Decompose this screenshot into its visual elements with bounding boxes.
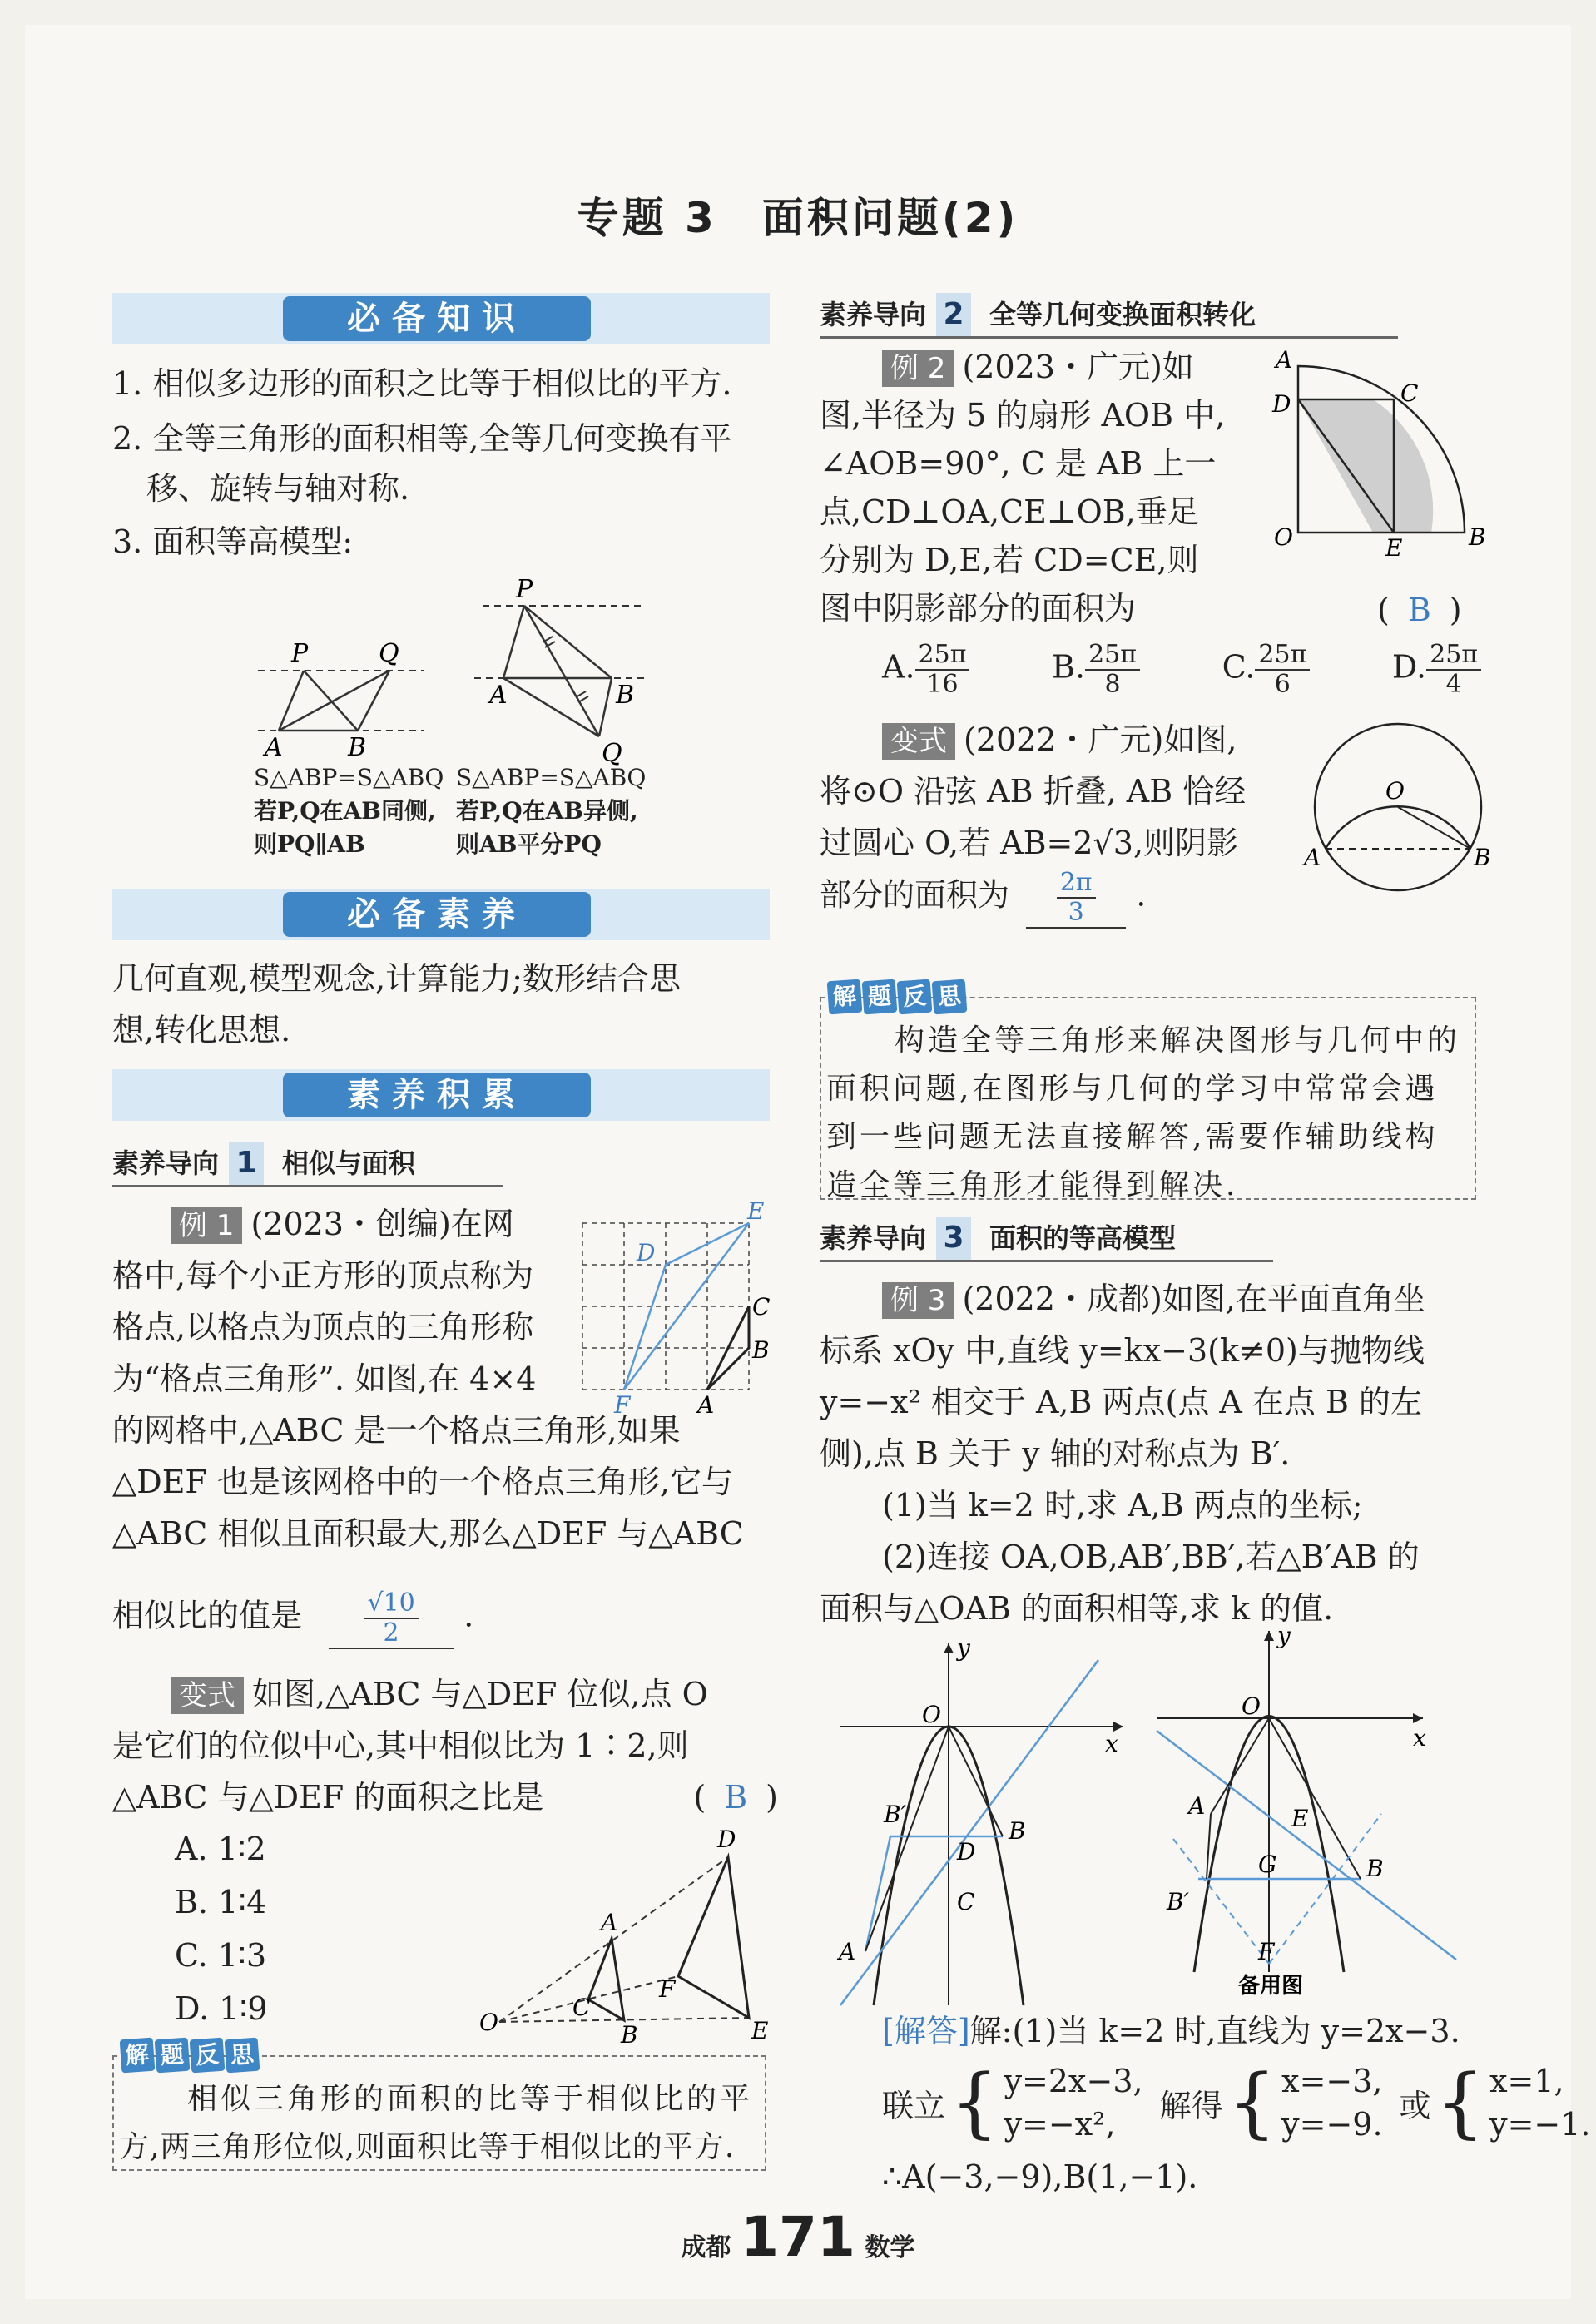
- section-1-header: [112, 1142, 503, 1187]
- variant1-line2: 是它们的位似中心,其中相似比为 1∶2,则: [112, 1727, 689, 1764]
- solution-solve: 解得: [1159, 2087, 1223, 2124]
- reflection-right-line4: 造全等三角形才能得到解决.: [826, 1168, 1239, 1202]
- example1-line5: 的网格中,△ABC 是一个格点三角形,如果: [112, 1412, 681, 1449]
- example3-line1: (2022・成都)如图,在平面直角坐: [962, 1281, 1425, 1317]
- sector-label-C: C: [1400, 379, 1419, 407]
- section-1-name: 相似与面积: [282, 1147, 416, 1179]
- parabola-graph-2: [1148, 1623, 1481, 2005]
- homo-label-E: E: [751, 2017, 769, 2044]
- variant2-line2: 将⊙O 沿弦 AB 折叠, AB 恰经: [820, 773, 1247, 810]
- g1-label-O: O: [922, 1701, 941, 1728]
- solution-or: 或: [1399, 2087, 1431, 2124]
- reflection-tag-left: [121, 2039, 259, 2072]
- example3-line6: (2)连接 OA,OB,AB′,BB′,若△B′AB 的: [882, 1539, 1420, 1575]
- fig1-label-B: B: [348, 733, 367, 762]
- circle-label-A: A: [1304, 844, 1321, 871]
- sector-label-B: B: [1469, 523, 1486, 551]
- section-3-num: 3: [936, 1217, 971, 1260]
- system-eq-1: y=2x−3,: [1004, 2063, 1143, 2099]
- variant1-option-c: C. 1∶3: [175, 1937, 267, 1974]
- fig2-label-Q: Q: [602, 739, 622, 768]
- fig2-label-B: B: [616, 681, 635, 710]
- example3-line4: 侧),点 B 关于 y 轴的对称点为 B′.: [820, 1435, 1291, 1472]
- knowledge-item-2: 2. 全等三角形的面积相等,全等几何变换有平: [112, 420, 732, 457]
- reflection-box-left: [112, 2040, 766, 2171]
- section-1-num: 1: [229, 1142, 264, 1185]
- example1-line8: 相似比的值是: [112, 1597, 303, 1634]
- example2-line5: 分别为 D,E,若 CD=CE,则: [820, 542, 1199, 578]
- ref-tag-char: 思: [225, 2038, 260, 2074]
- grid-label-B: B: [752, 1336, 770, 1364]
- ex2-option-c-num: 25π: [1255, 641, 1310, 671]
- g1-label-D: D: [957, 1838, 976, 1866]
- solution-y2: y=−1.: [1489, 2106, 1591, 2143]
- grid-label-F: F: [614, 1391, 631, 1415]
- solution-tag: [解答]: [882, 2013, 970, 2049]
- variant2-line1: (2022・广元)如图,: [964, 721, 1237, 758]
- solution-join: 联立: [882, 2087, 946, 2124]
- g2-label-B1: B′: [1167, 1888, 1189, 1915]
- reflection-left-line2: 方,两三角形位似,则面积比等于相似比的平方.: [119, 2130, 736, 2164]
- example-2-answer: B: [1407, 592, 1431, 628]
- banner-accumulate: [112, 1069, 770, 1121]
- ref-tag-char: 题: [155, 2038, 191, 2074]
- section-2-header: [820, 293, 1398, 339]
- variant-2-answer: [1026, 869, 1126, 929]
- example1-line4: 为“格点三角形”. 如图,在 4×4: [112, 1360, 537, 1397]
- sector-label-E: E: [1385, 534, 1403, 557]
- parabola-graph-1: [824, 1635, 1148, 2018]
- g1-label-B1: B′: [884, 1801, 906, 1828]
- ex2-option-b-label: B.: [1052, 648, 1086, 686]
- grid-figure: [574, 1198, 782, 1415]
- model-opposite-side-caption: [456, 761, 646, 861]
- example-2-block: [820, 343, 1252, 632]
- fig2-label-P: P: [516, 575, 533, 604]
- variant-1-options: [175, 1822, 268, 2035]
- variant2-line3: 过圆心 O,若 AB=2√3,则阴影: [820, 825, 1239, 861]
- var2-answer-num: 2π: [1057, 869, 1096, 899]
- g2-caption: 备用图: [1238, 1974, 1304, 1999]
- variant1-line1: 如图,△ABC 与△DEF 位似,点 O: [252, 1676, 708, 1712]
- section-2-name: 全等几何变换面积转化: [989, 299, 1256, 330]
- variant1-option-a: A. 1∶2: [175, 1831, 266, 1867]
- model-same-side-caption: [254, 761, 444, 861]
- caption1-line1: S△ABP=S△ABQ: [254, 764, 444, 791]
- g1-label-A: A: [839, 1938, 856, 1965]
- caption1-line2: 若P,Q在AB同侧,: [254, 797, 436, 825]
- sector-figure: [1252, 341, 1494, 557]
- homo-label-C: C: [572, 1994, 591, 2021]
- homo-label-A: A: [601, 1909, 618, 1936]
- g2-label-B: B: [1366, 1855, 1384, 1882]
- ex2-option-d-label: D.: [1391, 648, 1427, 686]
- knowledge-item-2b: 移、旋转与轴对称.: [146, 470, 410, 507]
- section-3-name: 面积的等高模型: [989, 1222, 1177, 1254]
- homo-label-D: D: [717, 1826, 736, 1853]
- g2-label-y: y: [1277, 1623, 1291, 1649]
- solution-result: ∴A(−3,−9),B(1,−1).: [882, 2158, 1198, 2195]
- example1-line3: 格点,以格点为顶点的三角形称: [112, 1309, 534, 1345]
- example3-line3: y=−x² 相交于 A,B 两点(点 A 在点 B 的左: [820, 1384, 1423, 1420]
- g2-label-G: G: [1258, 1851, 1277, 1878]
- ex2-option-d: [1392, 641, 1481, 699]
- solution-line-1: [882, 2005, 1460, 2057]
- reflection-box-right: [820, 982, 1476, 1202]
- ref-tag-char: 解: [827, 979, 863, 1015]
- sector-label-D: D: [1272, 390, 1291, 418]
- ex2-option-c-label: C.: [1222, 648, 1256, 686]
- reflection-right-line2: 面积问题,在图形与几何的学习中常常会遇: [826, 1072, 1439, 1106]
- example-1-answer-line: 相似比的值是 $\frac{√10}{2}$ .: [112, 1588, 474, 1648]
- ex1-answer-num: √10: [364, 1589, 418, 1619]
- solution-x2: x=1,: [1489, 2063, 1564, 2099]
- section-2-num: 2: [936, 293, 971, 336]
- example-3-block: [820, 1273, 1485, 1634]
- caption1-line3: 则PQ∥AB: [254, 830, 365, 858]
- reflection-right-line1: 构造全等三角形来解决图形与几何中的: [895, 1023, 1461, 1058]
- fig1-label-A: A: [265, 733, 283, 762]
- homo-label-B: B: [621, 2021, 638, 2047]
- ref-tag-char: 反: [897, 979, 933, 1015]
- section-1-label: 素养导向: [112, 1147, 220, 1179]
- example-2-tag: 例 2: [882, 350, 954, 387]
- homo-label-F: F: [659, 1975, 676, 2003]
- ex1-answer-den: 2: [383, 1618, 399, 1648]
- example2-line2: 图,半径为 5 的扇形 AOB 中,: [820, 397, 1226, 434]
- example2-line4: 点,CD⊥OA,CE⊥OB,垂足: [820, 493, 1199, 530]
- example1-line7: △ABC 相似且面积最大,那么△DEF 与△ABC: [112, 1515, 744, 1552]
- g2-label-x: x: [1413, 1724, 1426, 1752]
- example-1-block: [112, 1198, 562, 1405]
- example-3-tag: 例 3: [882, 1282, 954, 1319]
- ref-tag-char: 题: [862, 979, 898, 1015]
- ex2-option-a-num: 25π: [915, 641, 970, 671]
- model-same-side-figure: [258, 639, 424, 762]
- reflection-left-line1: 相似三角形的面积的比等于相似比的平: [187, 2082, 754, 2116]
- literacy-line-1: 几何直观,模型观念,计算能力;数形结合思: [112, 960, 681, 997]
- caption2-line1: S△ABP=S△ABQ: [456, 764, 647, 791]
- section-3-header: [820, 1217, 1273, 1262]
- solution-system: 联立 { y=2x−3, y=−x², 解得 { x=−3, y=−9. 或 { x=1, y=−1.: [882, 2058, 1591, 2147]
- literacy-line-2: 想,转化思想.: [112, 1012, 291, 1048]
- g1-label-x: x: [1105, 1730, 1118, 1757]
- caption2-line3: 则AB平分PQ: [456, 830, 602, 858]
- ex2-option-b-num: 25π: [1085, 641, 1140, 671]
- variant-2-block: 变式 (2022・广元)如图, 将⊙O 沿弦 AB 折叠, AB 恰经 过圆心 O,若 AB=2√3,则阴影 部分的面积为 $\frac{2\pi}{3}$ .: [820, 714, 1294, 929]
- example3-line5: (1)当 k=2 时,求 A,B 两点的坐标;: [882, 1487, 1363, 1524]
- section-3-label: 素养导向: [820, 1222, 927, 1254]
- ref-tag-char: 思: [932, 979, 968, 1015]
- variant1-option-b: B. 1∶4: [175, 1884, 267, 1920]
- example-2-options: [882, 641, 1481, 699]
- circle-label-B: B: [1474, 844, 1491, 871]
- ex2-option-b-den: 8: [1104, 670, 1121, 699]
- g2-label-A: A: [1188, 1792, 1206, 1820]
- homo-label-O: O: [479, 2009, 498, 2036]
- knowledge-item-3: 3. 面积等高模型:: [112, 523, 354, 560]
- banner-knowledge-label: 必备知识: [283, 296, 591, 341]
- ex2-option-d-num: 25π: [1426, 641, 1481, 671]
- ex2-option-a-den: 16: [926, 670, 959, 699]
- example-1-answer: [329, 1589, 454, 1649]
- ex2-option-c: [1222, 641, 1311, 699]
- footer-subject: 数学: [865, 2233, 915, 2262]
- ex2-option-c-den: 6: [1274, 670, 1291, 699]
- grid-label-A: A: [697, 1391, 715, 1415]
- g2-label-O: O: [1242, 1692, 1261, 1720]
- banner-literacy: [112, 889, 770, 940]
- ref-tag-char: 解: [120, 2038, 156, 2074]
- caption2-line2: 若P,Q在AB异侧,: [456, 797, 638, 825]
- ex2-option-d-den: 4: [1445, 670, 1462, 699]
- variant-1-block: 变式 如图,△ABC 与△DEF 位似,点 O 是它们的位似中心,其中相似比为 1∶2,则 △ABC 与△DEF 的面积之比是 ( B ): [112, 1676, 778, 1816]
- variant1-line3: △ABC 与△DEF 的面积之比是: [112, 1779, 544, 1816]
- example-2-answer-bracket: ( B ): [1377, 592, 1462, 628]
- page-number: 171: [741, 2205, 855, 2269]
- homothety-figure: [474, 1822, 774, 2047]
- grid-label-E: E: [747, 1198, 765, 1225]
- fig1-label-Q: Q: [379, 639, 399, 668]
- g1-label-C: C: [957, 1888, 975, 1915]
- reflection-tag-right: [828, 980, 966, 1013]
- page-footer: [0, 2205, 1596, 2269]
- reflection-right-line3: 到一些问题无法直接解答,需要作辅助线构: [826, 1120, 1439, 1154]
- variant-2-tag: 变式: [882, 723, 955, 760]
- var2-answer-den: 3: [1068, 898, 1084, 927]
- folded-circle-figure: [1294, 716, 1502, 899]
- variant-1-answer: B: [724, 1779, 748, 1816]
- fig2-label-A: A: [489, 681, 508, 710]
- sector-label-O: O: [1274, 523, 1293, 551]
- banner-literacy-label: 必备素养: [283, 892, 591, 937]
- g2-label-E: E: [1291, 1805, 1309, 1832]
- example2-line6: 图中阴影部分的面积为: [820, 590, 1137, 627]
- example3-line7: 面积与△OAB 的面积相等,求 k 的值.: [820, 1590, 1334, 1627]
- example-1-continued: [112, 1405, 778, 1559]
- variant2-line4: 部分的面积为: [820, 876, 1010, 914]
- fig1-label-P: P: [291, 639, 309, 668]
- variant-1-tag: 变式: [171, 1677, 244, 1714]
- ex2-option-a: [882, 641, 969, 699]
- footer-city: 成都: [681, 2233, 731, 2262]
- example1-line1: (2023・创编)在网: [250, 1206, 514, 1242]
- example2-line3: ∠AOB=90°, C 是 AB 上一: [820, 445, 1217, 482]
- example-1-tag: 例 1: [171, 1207, 242, 1244]
- section-2-label: 素养导向: [820, 299, 927, 330]
- ex2-option-a-label: A.: [882, 648, 915, 686]
- solution-text-1: 解:(1)当 k=2 时,直线为 y=2x−3.: [969, 2013, 1460, 2049]
- ref-tag-char: 反: [190, 2038, 226, 2074]
- grid-label-C: C: [752, 1293, 771, 1321]
- model-opposite-side-figure: [474, 575, 649, 768]
- grid-label-D: D: [637, 1239, 656, 1266]
- example3-line2: 标系 xOy 中,直线 y=kx−3(k≠0)与抛物线: [820, 1332, 1425, 1369]
- example1-line6: △DEF 也是该网格中的一个格点三角形,它与: [112, 1464, 733, 1500]
- banner-accumulate-label: 素养积累: [283, 1073, 591, 1117]
- example2-line1: (2023・广元)如: [962, 349, 1194, 385]
- solution-y1: y=−9.: [1281, 2106, 1383, 2143]
- solution-x1: x=−3,: [1281, 2063, 1383, 2099]
- system-eq-2: y=−x²,: [1004, 2106, 1116, 2143]
- ex2-option-b: [1052, 641, 1140, 699]
- banner-knowledge: [112, 293, 770, 344]
- sector-label-A: A: [1276, 346, 1293, 374]
- g1-label-B: B: [1009, 1817, 1026, 1845]
- circle-label-O: O: [1385, 777, 1405, 805]
- page-title: 专题 3 面积问题(2): [577, 194, 1019, 242]
- knowledge-item-1: 1. 相似多边形的面积之比等于相似比的平方.: [112, 365, 732, 402]
- example1-line2: 格中,每个小正方形的顶点称为: [112, 1257, 534, 1294]
- g2-label-F: F: [1258, 1938, 1275, 1965]
- variant1-option-d: D. 1∶9: [175, 1990, 268, 2027]
- g1-label-y: y: [957, 1635, 970, 1662]
